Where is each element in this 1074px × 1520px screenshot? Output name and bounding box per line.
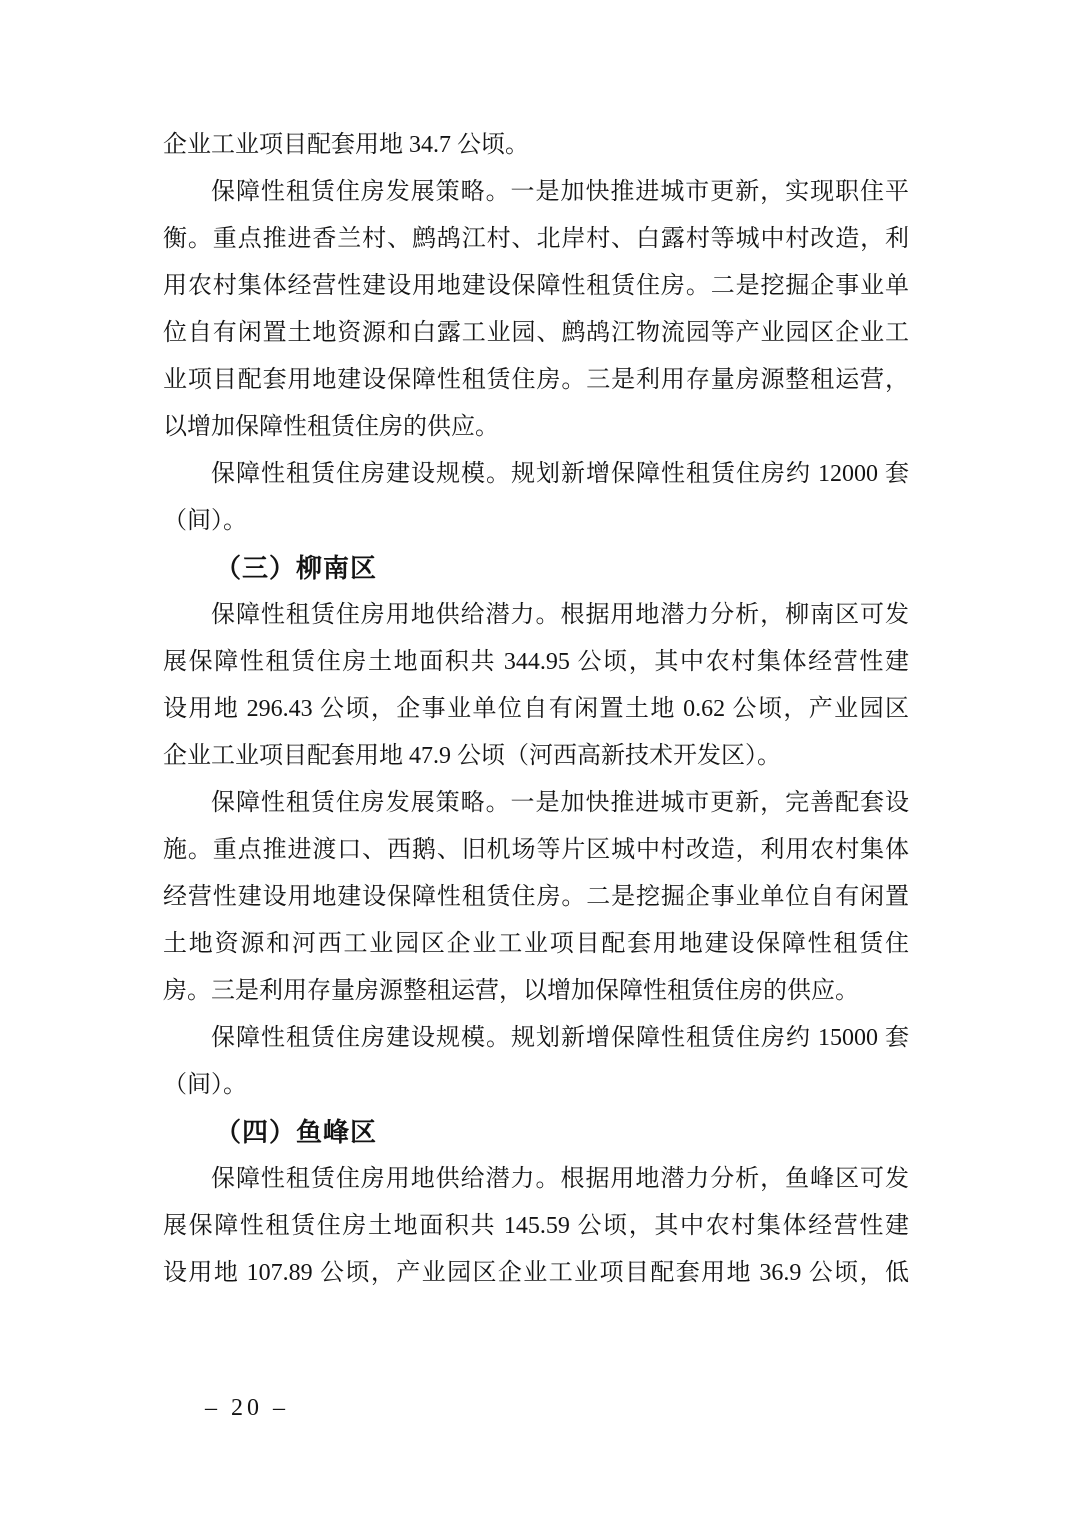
body-line: 位自有闲置土地资源和白露工业园、鹧鸪江物流园等产业园区企业工 [163,320,909,346]
page-number: – 20 – [205,1395,289,1421]
section-heading-yufeng: （四）鱼峰区 [215,1118,378,1147]
body-line: 保障性租赁住房发展策略。一是加快推进城市更新，完善配套设 [211,790,909,816]
body-line: 展保障性租赁住房土地面积共 145.59 公顷，其中农村集体经营性建 [163,1213,909,1239]
body-line: 设用地 107.89 公顷，产业园区企业工业项目配套用地 36.9 公顷，低 [163,1260,909,1286]
body-line: 保障性租赁住房用地供给潜力。根据用地潜力分析，柳南区可发 [211,602,909,628]
body-line: 保障性租赁住房建设规模。规划新增保障性租赁住房约 15000 套 [211,1025,909,1051]
body-line: （间）。 [163,1072,247,1098]
body-line: 施。重点推进渡口、西鹅、旧机场等片区城中村改造，利用农村集体 [163,837,909,863]
body-line: （间）。 [163,508,247,534]
body-line: 土地资源和河西工业园区企业工业项目配套用地建设保障性租赁住 [163,931,909,957]
body-line: 业项目配套用地建设保障性租赁住房。三是利用存量房源整租运营， [163,367,909,393]
body-line: 以增加保障性租赁住房的供应。 [163,414,499,440]
body-line: 用农村集体经营性建设用地建设保障性租赁住房。二是挖掘企事业单 [163,273,909,299]
body-line: 设用地 296.43 公顷，企事业单位自有闲置土地 0.62 公顷，产业园区 [163,696,909,722]
body-line: 衡。重点推进香兰村、鹧鸪江村、北岸村、白露村等城中村改造，利 [163,226,909,252]
body-line: 经营性建设用地建设保障性租赁住房。二是挖掘企事业单位自有闲置 [163,884,909,910]
text-content [163,122,909,1297]
body-line: 房。三是利用存量房源整租运营，以增加保障性租赁住房的供应。 [163,978,859,1004]
body-line: 保障性租赁住房用地供给潜力。根据用地潜力分析，鱼峰区可发 [211,1166,909,1192]
body-line: 保障性租赁住房建设规模。规划新增保障性租赁住房约 12000 套 [211,461,909,487]
section-heading-liunan: （三）柳南区 [215,554,378,583]
body-line: 展保障性租赁住房土地面积共 344.95 公顷，其中农村集体经营性建 [163,649,909,675]
body-line: 企业工业项目配套用地 47.9 公顷（河西高新技术开发区）。 [163,743,781,769]
body-line: 企业工业项目配套用地 34.7 公顷。 [163,132,529,158]
body-line: 保障性租赁住房发展策略。一是加快推进城市更新，实现职住平 [211,179,909,205]
